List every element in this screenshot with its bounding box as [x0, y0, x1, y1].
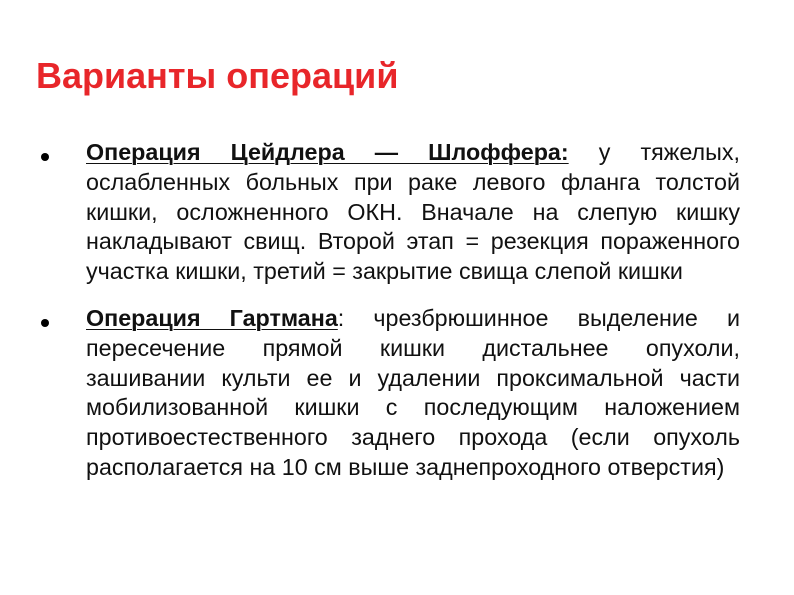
bullet-text: [86, 138, 740, 287]
bullet-item-zeidler-schloffer: [0, 138, 794, 287]
bullet-dot-icon: [41, 319, 49, 327]
bullet-dot-icon: [41, 153, 49, 161]
bullet-body: у тяжелых, ослабленных больных при раке левого фланга толстой кишки, осложненного ОКН. Вначале на слепую кишку накладывают свищ. Второй этап = резекция пораженного участка кишки, третий = закрытие свища слепой кишки: [86, 139, 740, 285]
bullet-item-hartmann: [0, 304, 794, 483]
bullet-text: [86, 304, 740, 483]
bullet-body: : чрезбрюшинное выделение и пересечение прямой кишки дистальнее опухоли, зашивании культи ее и удалении проксимальной части мобилизованной кишки с последующим наложением противоестественного заднего прохода (если опухоль располагается на 10 см выше заднепроходного отверстия): [86, 304, 740, 480]
bullet-lead-term: Операция Гартмана: [86, 304, 338, 331]
bullet-lead-term: Операция Цейдлера — Шлоффера:: [86, 139, 569, 165]
bullet-list: [0, 138, 794, 500]
slide-title: Варианты операций: [36, 55, 399, 96]
